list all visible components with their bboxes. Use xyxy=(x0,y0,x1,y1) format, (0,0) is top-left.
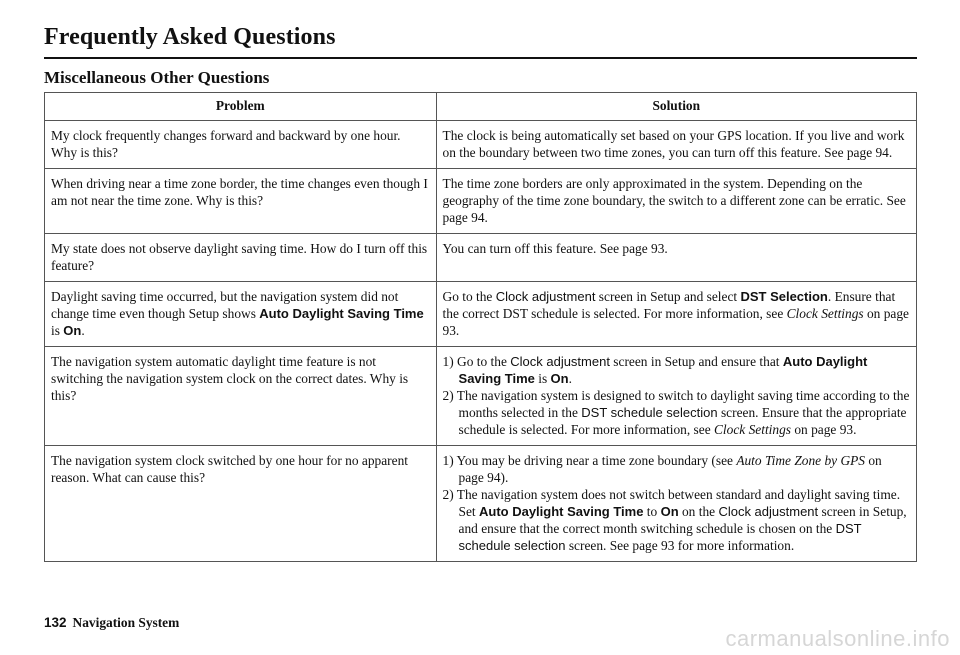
page-number: 132 xyxy=(44,615,67,630)
solution-cell xyxy=(436,282,916,347)
section-reference: Clock Settings xyxy=(786,306,864,321)
list-number: 1) xyxy=(442,354,454,369)
table-row xyxy=(45,121,917,169)
text-run: on page 93. xyxy=(790,422,857,437)
setting-name: Auto Daylight Saving Time xyxy=(458,354,868,386)
title-divider xyxy=(44,57,917,59)
list-number: 1) xyxy=(442,453,454,468)
table-row xyxy=(45,282,917,347)
setting-name: Auto Daylight Saving Time xyxy=(479,504,644,519)
text-run: You may be driving near a time zone boundary (see xyxy=(456,453,737,468)
screen-name: Clock adjustment xyxy=(495,289,596,304)
problem-cell: The navigation system automatic daylight time feature is not switching the navigation system clock on the correct dates. Why is this? xyxy=(45,347,437,446)
faq-table xyxy=(44,92,917,562)
column-header-problem: Problem xyxy=(45,93,437,121)
solution-cell: The time zone borders are only approximated in the system. Depending on the geography of the time zone boundary, the switch to a different zone can be erratic. See page 94. xyxy=(436,169,916,234)
text-run: . xyxy=(81,323,85,338)
text-run: screen. See page 93 for more information. xyxy=(565,538,795,553)
text-run: screen in Setup, and ensure that the correct month switching schedule is chosen on the xyxy=(458,504,907,536)
text-run: Daylight saving time occurred, but the navigation system did not change time even though Setup shows xyxy=(51,289,399,321)
text-run: screen in Setup and select xyxy=(595,289,741,304)
text-run: on page 93. xyxy=(442,306,909,338)
table-row xyxy=(45,234,917,282)
text-run: The navigation system does not switch between standard and daylight saving time. Set xyxy=(456,487,901,519)
screen-name: DST schedule selection xyxy=(581,405,718,420)
setting-value: On xyxy=(550,371,569,386)
text-run: . Ensure that the correct DST schedule is selected. For more information, see xyxy=(442,289,896,321)
table-header-row xyxy=(45,93,917,121)
table-row xyxy=(45,446,917,562)
list-item xyxy=(443,353,910,387)
text-run: screen in Setup and ensure that xyxy=(609,354,783,369)
section-reference: Clock Settings xyxy=(714,422,791,437)
text-run: . xyxy=(568,371,572,386)
text-run: The navigation system is designed to switch to daylight saving time according to the months selected in the xyxy=(456,388,910,420)
section-title: Miscellaneous Other Questions xyxy=(44,68,270,87)
setting-name: DST Selection xyxy=(740,289,828,304)
footer-label: Navigation System xyxy=(72,615,180,630)
text-run: Go to the xyxy=(442,289,496,304)
problem-cell: When driving near a time zone border, the time changes even though I am not near the time zone. Why is this? xyxy=(45,169,437,234)
problem-cell xyxy=(45,282,437,347)
setting-value: On xyxy=(660,504,679,519)
problem-cell: My state does not observe daylight saving time. How do I turn off this feature? xyxy=(45,234,437,282)
list-item xyxy=(443,452,910,486)
table-row xyxy=(45,347,917,446)
watermark: carmanualsonline.info xyxy=(725,626,950,651)
list-item xyxy=(443,387,910,438)
column-header-solution: Solution xyxy=(436,93,916,121)
setting-name: Auto Daylight Saving Time xyxy=(259,306,424,321)
screen-name: Clock adjustment xyxy=(718,504,819,519)
solution-cell xyxy=(436,446,916,562)
text-run: on the xyxy=(678,504,719,519)
text-run: on page 94). xyxy=(458,453,882,485)
screen-name: DST schedule selection xyxy=(458,521,862,553)
text-run: is xyxy=(51,323,64,338)
section-reference: Auto Time Zone by GPS xyxy=(736,453,866,468)
text-run: to xyxy=(643,504,661,519)
text-run: is xyxy=(534,371,551,386)
problem-cell: My clock frequently changes forward and backward by one hour. Why is this? xyxy=(45,121,437,169)
problem-cell: The navigation system clock switched by one hour for no apparent reason. What can cause this? xyxy=(45,446,437,562)
page-title: Frequently Asked Questions xyxy=(44,24,336,50)
solution-cell: The clock is being automatically set based on your GPS location. If you live and work on the boundary between two time zones, you can turn off this feature. See page 94. xyxy=(436,121,916,169)
table-row xyxy=(45,169,917,234)
text-run: Go to the xyxy=(457,354,511,369)
solution-cell: You can turn off this feature. See page 93. xyxy=(436,234,916,282)
list-item xyxy=(443,486,910,554)
list-number: 2) xyxy=(442,487,454,502)
page-footer xyxy=(44,615,179,631)
setting-value: On xyxy=(63,323,82,338)
screen-name: Clock adjustment xyxy=(510,354,610,369)
list-number: 2) xyxy=(442,388,454,403)
solution-cell xyxy=(436,347,916,446)
text-run: screen. Ensure that the appropriate schedule is selected. For more information, see xyxy=(458,405,907,437)
